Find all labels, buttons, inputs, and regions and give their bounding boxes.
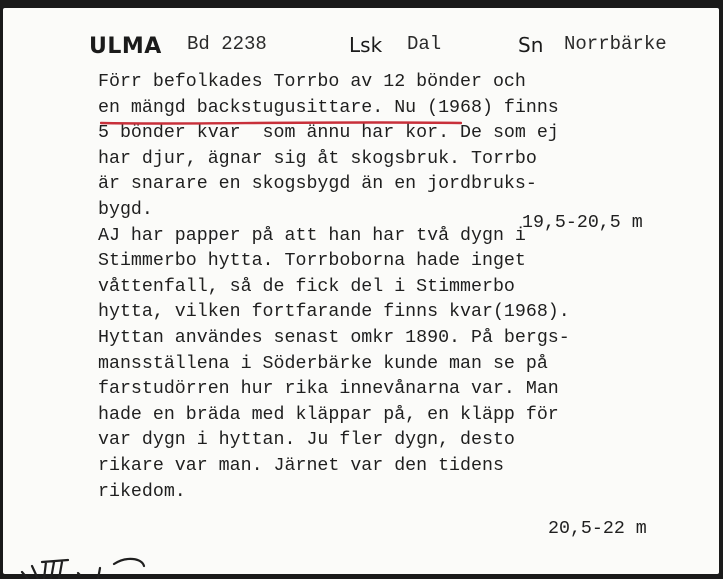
body-line: AJ har papper på att han har två dygn i xyxy=(98,225,526,246)
body-line: är snarare en skogsbygd än en jordbruks- xyxy=(98,174,537,195)
handwritten-scrawl-mark xyxy=(18,548,168,579)
body-line: våttenfall, så de fick del i Stimmerbo xyxy=(98,276,515,297)
lsk-value: Dal xyxy=(407,33,442,55)
red-underline-mark xyxy=(100,120,462,126)
body-line: mansställena i Söderbärke kunde man se på xyxy=(98,353,548,374)
body-line: Stimmerbo hytta. Torrboborna hade inget xyxy=(98,251,526,272)
lsk-label: Lsk xyxy=(349,33,383,57)
body-line: Hyttan användes senast omkr 1890. På bergs- xyxy=(98,327,570,348)
archive-name: ULMA xyxy=(89,34,162,59)
body-line: Förr befolkades Torrbo av 12 bönder och xyxy=(98,72,526,92)
body-line: 5 bönder kvar som ännu har kor. De som ej xyxy=(98,123,559,144)
body-line: hade en bräda med kläppar på, en kläpp för xyxy=(98,404,559,425)
body-line: rikedom. xyxy=(98,481,186,502)
archive-number: Bd 2238 xyxy=(187,33,267,55)
body-line: farstudörren hur rika innevånarna var. Man xyxy=(98,379,559,400)
sn-label: Sn xyxy=(518,33,544,57)
card-body-text xyxy=(98,70,718,505)
body-line: hytta, vilken fortfarande finns kvar(1968). xyxy=(98,302,570,323)
measurement-1: 19,5-20,5 m xyxy=(522,213,643,233)
sn-value: Norrbärke xyxy=(564,33,667,55)
body-line: rikare var man. Järnet var den tidens xyxy=(98,455,504,476)
body-line: har djur, ägnar sig åt skogsbruk. Torrbo xyxy=(98,148,537,169)
measurement-2: 20,5-22 m xyxy=(548,519,647,539)
body-line: bygd. xyxy=(98,199,153,220)
body-line: en mängd backstugusittare. Nu (1968) finns xyxy=(98,97,559,118)
card-header xyxy=(84,30,723,60)
body-line: var dygn i hyttan. Ju fler dygn, desto xyxy=(98,430,515,451)
